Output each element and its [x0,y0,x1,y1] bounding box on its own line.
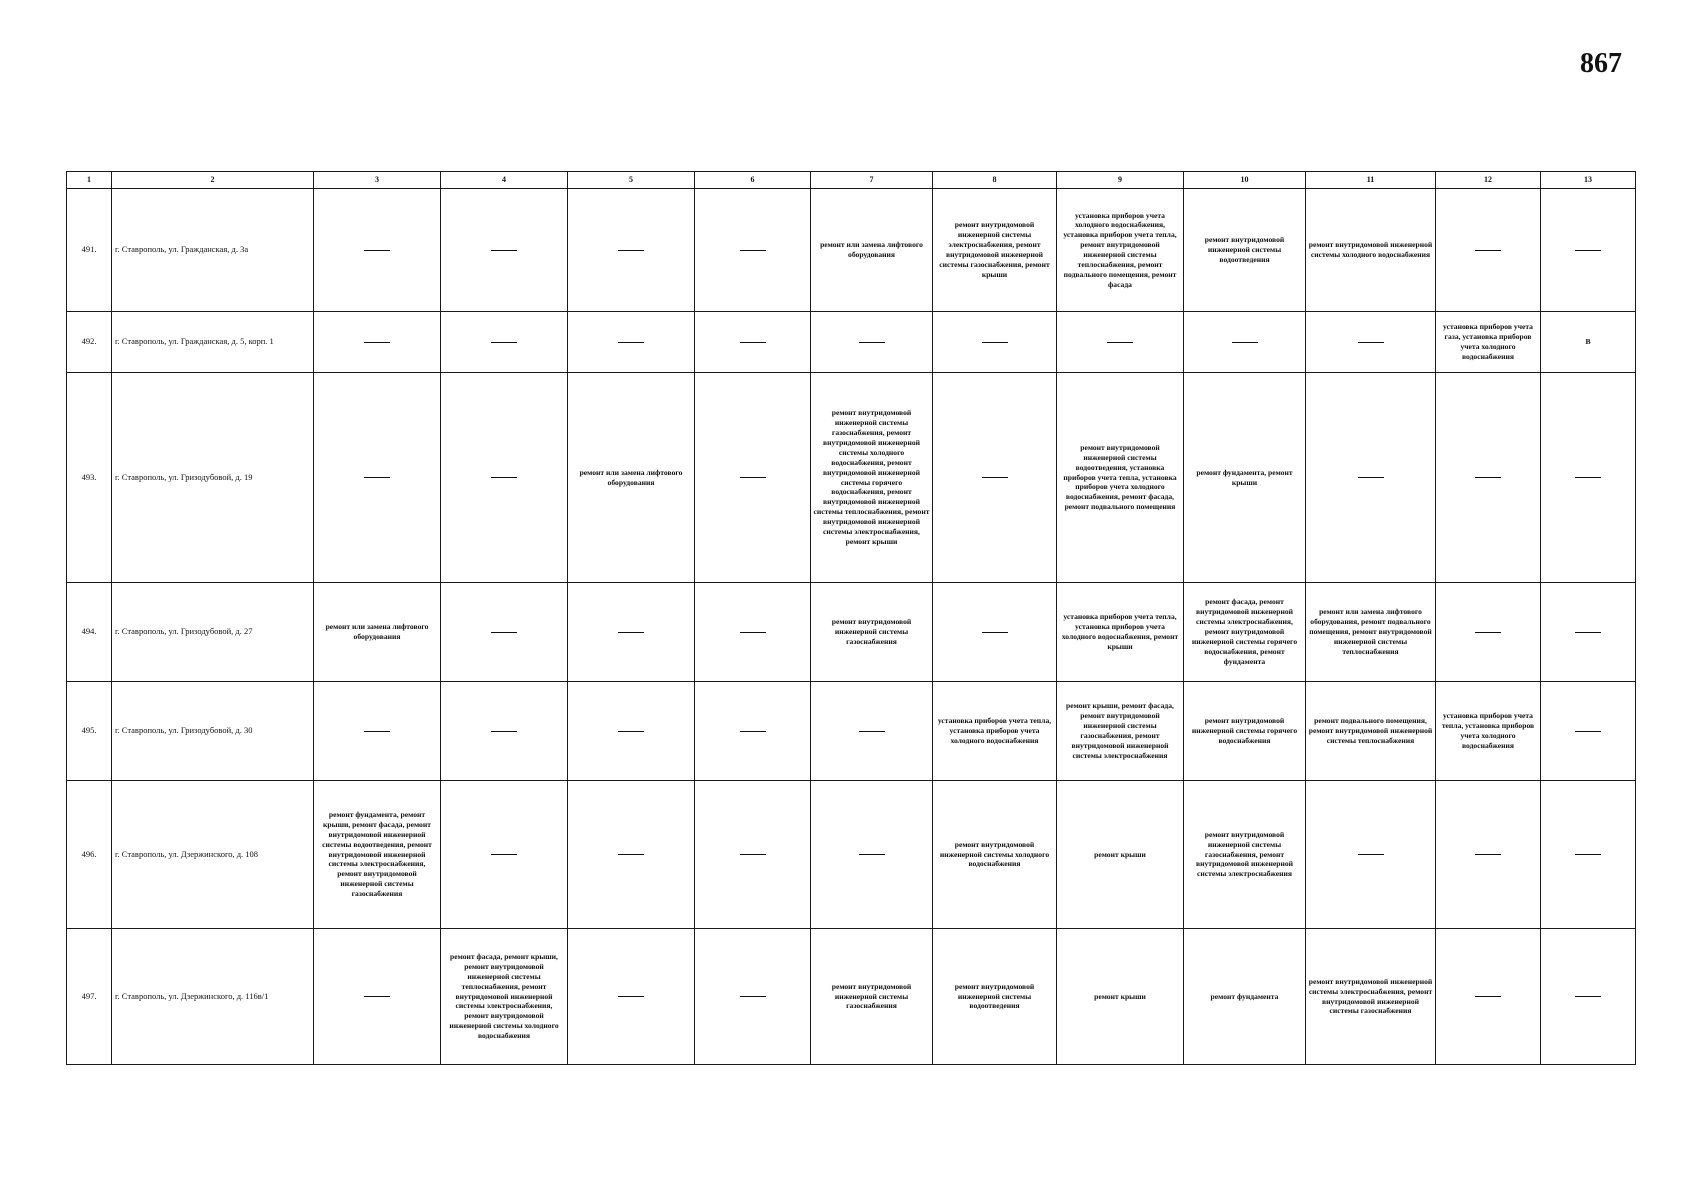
table-row [67,929,1636,1065]
work-cell-col-11 [1306,373,1436,583]
table-row [67,312,1636,373]
work-text: ремонт внутридомовой инженерной системы водоотведения [954,981,1035,1011]
work-cell-col-11 [1306,781,1436,929]
work-text: ремонт внутридомовой инженерной системы электроснабжения, ремонт внутридомовой инженерной системы газоснабжения [1308,976,1433,1016]
work-cell-col-8 [933,781,1057,929]
work-cell-col-9 [1057,189,1184,312]
dash-mark [1575,854,1601,855]
work-cell-col-10 [1184,929,1306,1065]
row-number-cell [67,373,112,583]
row-number-text: 493. [81,471,97,482]
work-cell-col-8 [933,189,1057,312]
work-text: ремонт фундамента [1210,991,1279,1001]
column-number-5: 5 [568,172,695,189]
work-cell-col-3 [314,781,441,929]
column-number-3: 3 [314,172,441,189]
work-cell-col-5 [568,312,695,373]
work-cell-col-13 [1541,682,1636,781]
work-cell-col-3 [314,189,441,312]
address-cell [112,373,314,583]
work-text: ремонт внутридомовой инженерной системы газоснабжения [831,981,912,1011]
row-number-text: 495. [81,725,97,736]
work-text: ремонт внутридомовой инженерной системы газоснабжения, ремонт внутридомовой инженерной системы электроснабжения [1195,829,1294,879]
work-cell-col-10 [1184,312,1306,373]
work-cell-col-7 [811,781,933,929]
work-cell-col-4 [441,781,568,929]
dash-mark [618,854,644,855]
address-cell [112,682,314,781]
dash-mark [491,731,517,732]
work-text: установка приборов учета тепла, установка приборов учета холодного водоснабжения, ремонт крыши [1061,612,1179,651]
work-text: ремонт крыши [1094,991,1146,1001]
work-cell-col-12 [1436,312,1541,373]
work-text: В [1585,337,1591,347]
work-cell-col-5 [568,929,695,1065]
table-row [67,189,1636,312]
dash-mark [1358,477,1384,478]
dash-mark [1358,854,1384,855]
row-number-cell [67,583,112,682]
table-row [67,373,1636,583]
work-cell-col-4 [441,682,568,781]
dash-mark [740,477,766,478]
dash-mark [740,342,766,343]
work-cell-col-6 [695,583,811,682]
dash-mark [1475,854,1501,855]
work-cell-col-9 [1057,312,1184,373]
work-cell-col-10 [1184,583,1306,682]
work-cell-col-6 [695,373,811,583]
dash-mark [618,250,644,251]
work-cell-col-13 [1541,189,1636,312]
work-text: ремонт или замена лифтового оборудования [325,622,429,641]
work-cell-col-8 [933,583,1057,682]
work-cell-col-11 [1306,312,1436,373]
address-text: г. Ставрополь, ул. Дзержинского, д. 116в/1 [115,990,269,1001]
work-text: ремонт внутридомовой инженерной системы газоснабжения, ремонт внутридомовой инженерной системы холодного водоснабжения, ремонт внутридомовой инженерной системы горячего водоснабжения, ремонт внутридомовой инженерной системы теплоснабжения, ремонт внутридомовой инженерной системы электроснабжения, ремонт крыши [813,408,930,546]
work-cell-col-9 [1057,929,1184,1065]
work-cell-col-10 [1184,189,1306,312]
table-row [67,583,1636,682]
works-table [66,171,1636,1065]
work-text: установка приборов учета холодного водоснабжения, установка приборов учета тепла, ремонт внутридомовой инженерной системы теплоснабжения, ремонт подвального помещения, ремонт фасада [1063,210,1177,289]
dash-mark [491,632,517,633]
work-cell-col-13 [1541,312,1636,373]
work-cell-col-9 [1057,682,1184,781]
work-cell-col-8 [933,373,1057,583]
work-cell-col-13 [1541,373,1636,583]
dash-mark [618,996,644,997]
work-cell-col-9 [1057,781,1184,929]
row-number-cell [67,929,112,1065]
work-cell-col-6 [695,312,811,373]
work-text: установка приборов учета газа, установка приборов учета холодного водоснабжения [1443,322,1533,361]
dash-mark [1475,996,1501,997]
work-cell-col-5 [568,781,695,929]
column-number-11: 11 [1306,172,1436,189]
address-cell [112,929,314,1065]
work-cell-col-5 [568,189,695,312]
work-cell-col-11 [1306,189,1436,312]
dash-mark [364,250,390,251]
work-cell-col-7 [811,189,933,312]
address-cell [112,312,314,373]
dash-mark [1575,996,1601,997]
work-cell-col-12 [1436,682,1541,781]
dash-mark [740,854,766,855]
dash-mark [740,996,766,997]
work-text: ремонт или замена лифтового оборудования [820,240,923,259]
column-number-2: 2 [112,172,314,189]
column-number-12: 12 [1436,172,1541,189]
row-number-cell [67,312,112,373]
dash-mark [1575,632,1601,633]
address-cell [112,189,314,312]
work-cell-col-6 [695,781,811,929]
work-cell-col-3 [314,682,441,781]
dash-mark [1475,632,1501,633]
column-number-10: 10 [1184,172,1306,189]
work-text: установка приборов учета тепла, установка приборов учета холодного водоснабжения [1441,711,1535,750]
work-cell-col-4 [441,189,568,312]
work-cell-col-3 [314,929,441,1065]
dash-mark [364,996,390,997]
work-text: установка приборов учета тепла, установка приборов учета холодного водоснабжения [937,716,1052,745]
work-text: ремонт фундамента, ремонт крыши, ремонт фасада, ремонт внутридомовой инженерной системы водоотведения, ремонт внутридомовой инженерной системы электроснабжения, ремонт внутридомовой инженерной системы газоснабжения [322,810,432,898]
work-cell-col-12 [1436,781,1541,929]
work-text: ремонт фундамента, ремонт крыши [1196,467,1293,487]
work-cell-col-7 [811,312,933,373]
work-cell-col-3 [314,583,441,682]
work-cell-col-7 [811,583,933,682]
work-text: ремонт внутридомовой инженерной системы газоснабжения [831,617,912,646]
work-cell-col-6 [695,929,811,1065]
dash-mark [364,477,390,478]
column-number-7: 7 [811,172,933,189]
work-text: ремонт фасада, ремонт внутридомовой инженерной системы электроснабжения, ремонт внутридомовой инженерной системы горячего водоснабжения, ремонт фундамента [1191,597,1298,666]
row-number-cell [67,781,112,929]
work-cell-col-4 [441,312,568,373]
dash-mark [491,477,517,478]
work-cell-col-11 [1306,583,1436,682]
work-text: ремонт крыши, ремонт фасада, ремонт внутридомовой инженерной системы газоснабжения, ремонт внутридомовой инженерной системы электроснабжения [1066,701,1174,760]
dash-mark [982,632,1008,633]
table-row [67,781,1636,929]
work-cell-col-8 [933,682,1057,781]
dash-mark [740,632,766,633]
work-cell-col-12 [1436,189,1541,312]
work-text: ремонт внутридомовой инженерной системы холодного водоснабжения [939,839,1050,869]
work-cell-col-10 [1184,781,1306,929]
work-cell-col-3 [314,373,441,583]
work-cell-col-5 [568,583,695,682]
row-number-cell [67,682,112,781]
dash-mark [618,632,644,633]
dash-mark [859,854,885,855]
address-text: г. Ставрополь, ул. Дзержинского, д. 108 [115,848,259,859]
dash-mark [859,731,885,732]
dash-mark [1475,250,1501,251]
dash-mark [618,731,644,732]
work-cell-col-7 [811,929,933,1065]
work-cell-col-13 [1541,781,1636,929]
column-number-8: 8 [933,172,1057,189]
dash-mark [982,477,1008,478]
column-number-9: 9 [1057,172,1184,189]
work-cell-col-5 [568,373,695,583]
work-text: ремонт подвального помещения, ремонт внутридомовой инженерной системы теплоснабжения [1308,716,1433,745]
page-number: 867 [1580,48,1622,79]
work-text: ремонт внутридомовой инженерной системы водоотведения, установка приборов учета тепла, установка приборов учета холодного водоснабжения, ремонт фасада, ремонт подвального помещения [1063,442,1177,512]
work-cell-col-8 [933,312,1057,373]
work-cell-col-5 [568,682,695,781]
work-cell-col-12 [1436,583,1541,682]
dash-mark [491,250,517,251]
dash-mark [1107,342,1133,343]
dash-mark [491,342,517,343]
header-row [67,172,1636,189]
table-row [67,682,1636,781]
row-number-cell [67,189,112,312]
work-cell-col-7 [811,373,933,583]
column-number-13: 13 [1541,172,1636,189]
work-cell-col-13 [1541,929,1636,1065]
work-cell-col-4 [441,583,568,682]
row-number-text: 496. [81,848,97,859]
work-text: ремонт внутридомовой инженерной системы холодного водоснабжения [1308,240,1433,259]
dash-mark [364,731,390,732]
work-cell-col-4 [441,929,568,1065]
address-text: г. Ставрополь, ул. Гражданская, д. 5, корп. 1 [115,336,274,347]
work-cell-col-4 [441,373,568,583]
work-cell-col-9 [1057,373,1184,583]
address-text: г. Ставрополь, ул. Гражданская, д. 3а [115,244,249,255]
work-cell-col-11 [1306,929,1436,1065]
dash-mark [1575,250,1601,251]
work-text: ремонт внутридомовой инженерной системы горячего водоснабжения [1191,716,1298,745]
dash-mark [1475,477,1501,478]
work-cell-col-8 [933,929,1057,1065]
work-cell-col-11 [1306,682,1436,781]
works-table-container [66,171,1635,1065]
column-number-4: 4 [441,172,568,189]
work-cell-col-7 [811,682,933,781]
work-cell-col-6 [695,189,811,312]
dash-mark [1358,342,1384,343]
address-cell [112,583,314,682]
work-cell-col-3 [314,312,441,373]
dash-mark [740,250,766,251]
dash-mark [740,731,766,732]
address-text: г. Ставрополь, ул. Гризодубовой, д. 30 [115,725,253,736]
work-cell-col-10 [1184,373,1306,583]
work-cell-col-6 [695,682,811,781]
work-text: ремонт или замена лифтового оборудования, ремонт подвального помещения, ремонт внутридомовой инженерной системы теплоснабжения [1309,607,1432,656]
address-cell [112,781,314,929]
dash-mark [1575,731,1601,732]
work-cell-col-12 [1436,373,1541,583]
work-cell-col-12 [1436,929,1541,1065]
dash-mark [859,342,885,343]
work-text: ремонт внутридомовой инженерной системы электроснабжения, ремонт внутридомовой инженерной системы газоснабжения, ремонт крыши [939,220,1050,279]
dash-mark [982,342,1008,343]
work-text: ремонт фасада, ремонт крыши, ремонт внутридомовой инженерной системы теплоснабжения, ремонт внутридомовой инженерной системы электроснабжения, ремонт внутридомовой инженерной системы холодного водоснабжения [449,952,559,1040]
dash-mark [1575,477,1601,478]
row-number-text: 497. [81,990,97,1001]
column-number-1: 1 [67,172,112,189]
work-cell-col-13 [1541,583,1636,682]
work-text: ремонт внутридомовой инженерной системы водоотведения [1204,235,1285,264]
row-number-text: 492. [81,336,97,347]
work-cell-col-10 [1184,682,1306,781]
address-text: г. Ставрополь, ул. Гризодубовой, д. 19 [115,471,253,482]
work-text: ремонт или замена лифтового оборудования [579,467,683,487]
column-number-6: 6 [695,172,811,189]
work-cell-col-9 [1057,583,1184,682]
work-text: ремонт крыши [1094,849,1146,859]
row-number-text: 491. [81,244,97,255]
row-number-text: 494. [81,626,97,637]
dash-mark [491,854,517,855]
dash-mark [364,342,390,343]
address-text: г. Ставрополь, ул. Гризодубовой, д. 27 [115,626,253,637]
dash-mark [1232,342,1258,343]
dash-mark [618,342,644,343]
